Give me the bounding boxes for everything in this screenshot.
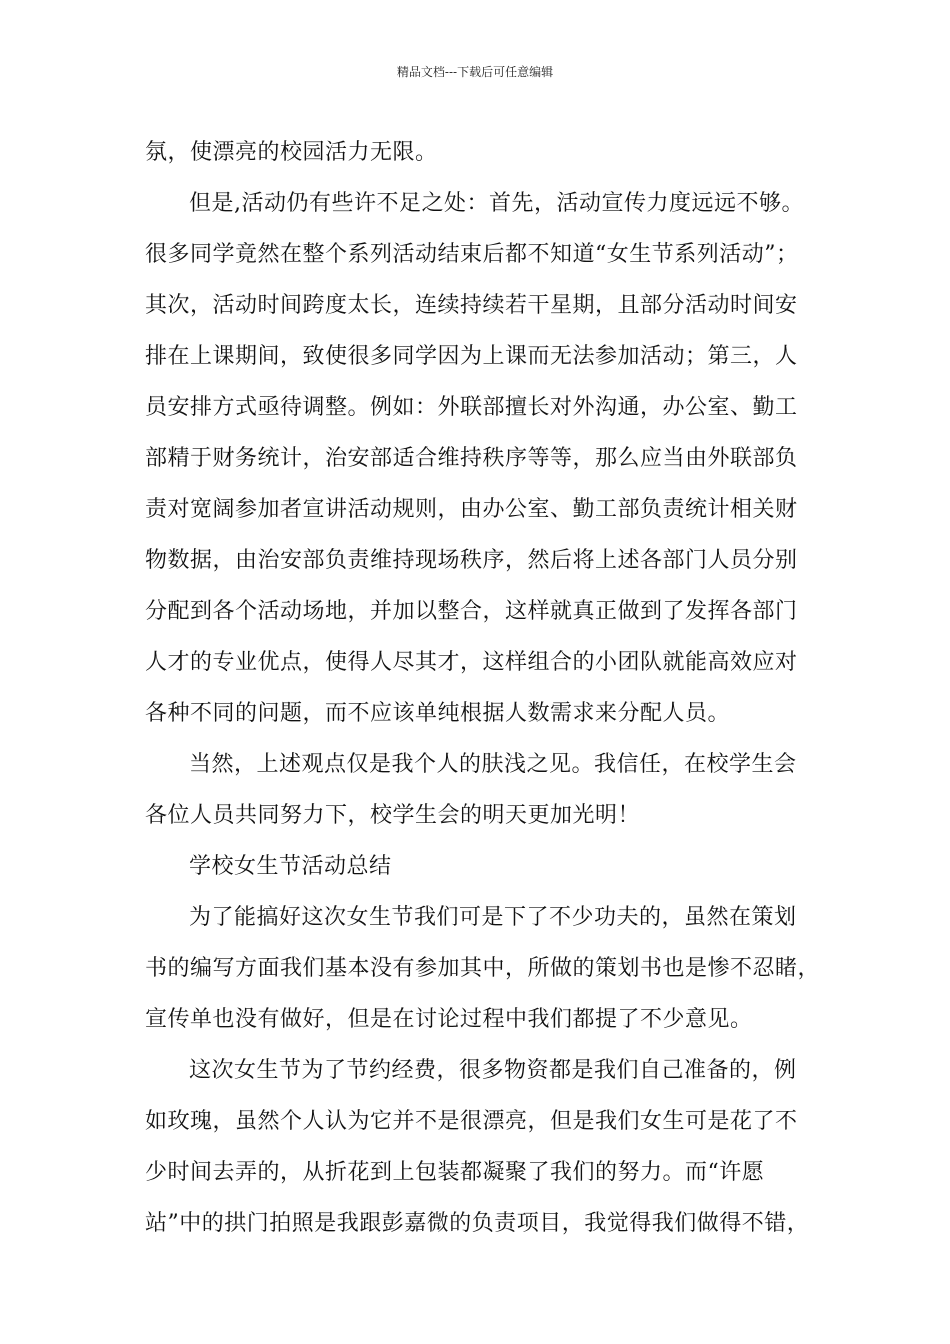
text-line: 其次，活动时间跨度太长，连续持续若干星期，且部分活动时间安	[145, 293, 798, 318]
text-line: 员安排方式亟待调整。例如：外联部擅长对外沟通，办公室、勤工	[145, 395, 798, 420]
page-header: 精品文档---下载后可任意编辑	[396, 65, 554, 79]
paragraph-start-line: 当然，上述观点仅是我个人的肤浅之见。我信任，在校学生会	[189, 752, 797, 777]
text-line: 站”中的拱门拍照是我跟彭嘉微的负责项目，我觉得我们做得不错，	[145, 1211, 810, 1236]
text-line: 各位人员共同努力下，校学生会的明天更加光明！	[145, 803, 641, 828]
section-title: 学校女生节活动总结	[189, 854, 392, 879]
text-line: 分配到各个活动场地，并加以整合，这样就真正做到了发挥各部门	[145, 599, 798, 624]
paragraph-start-line: 但是,活动仍有些许不足之处：首先，活动宣传力度远远不够。	[189, 191, 804, 216]
text-line: 排在上课期间，致使很多同学因为上课而无法参加活动；第三，人	[145, 344, 798, 369]
text-line: 少时间去弄的，从折花到上包装都凝聚了我们的努力。而“许愿	[145, 1160, 765, 1185]
text-line: 宣传单也没有做好，但是在讨论过程中我们都提了不少意见。	[145, 1007, 753, 1032]
text-line: 物数据，由治安部负责维持现场秩序，然后将上述各部门人员分别	[145, 548, 798, 573]
paragraph-start-line: 这次女生节为了节约经费，很多物资都是我们自己准备的，例	[189, 1058, 797, 1083]
text-line: 如玫瑰，虽然个人认为它并不是很漂亮，但是我们女生可是花了不	[145, 1109, 798, 1134]
text-line: 各种不同的问题，而不应该单纯根据人数需求来分配人员。	[145, 701, 731, 726]
text-line: 人才的专业优点，使得人尽其才，这样组合的小团队就能高效应对	[145, 650, 798, 675]
text-line: 氛，使漂亮的校园活力无限。	[145, 140, 438, 165]
text-line: 书的编写方面我们基本没有参加其中，所做的策划书也是惨不忍睹，	[145, 956, 821, 981]
text-line: 责对宽阔参加者宣讲活动规则，由办公室、勤工部负责统计相关财	[145, 497, 798, 522]
document-body	[145, 127, 825, 1249]
text-line: 部精于财务统计，治安部适合维持秩序等等，那么应当由外联部负	[145, 446, 798, 471]
paragraph-start-line: 为了能搞好这次女生节我们可是下了不少功夫的，虽然在策划	[189, 905, 797, 930]
text-line: 很多同学竟然在整个系列活动结束后都不知道“女生节系列活动”；	[145, 242, 799, 267]
